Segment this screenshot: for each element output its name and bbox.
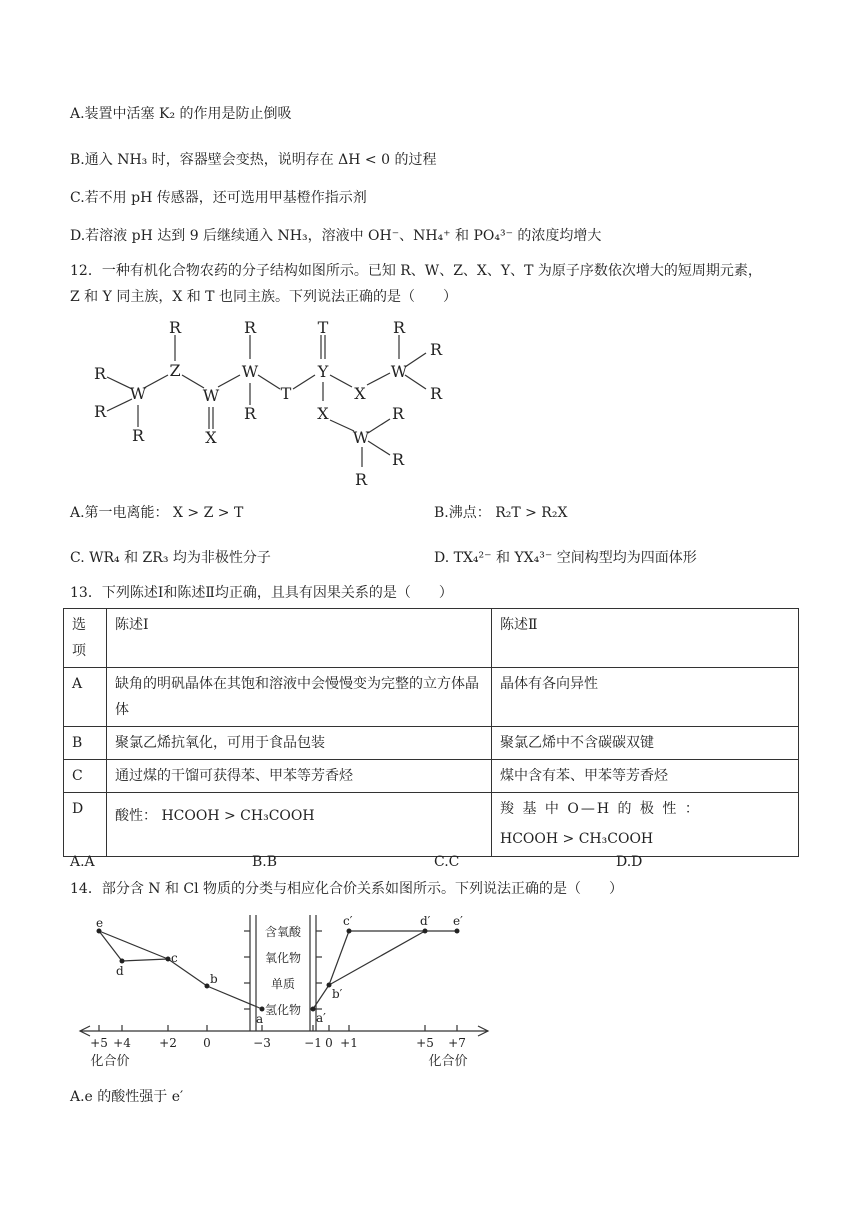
point-label: b′	[332, 987, 343, 1001]
point-label: a′	[316, 1011, 326, 1025]
row-option: D	[64, 793, 107, 857]
header-statement-1: 陈述Ⅰ	[107, 609, 492, 668]
svg-text:R: R	[392, 318, 406, 337]
svg-text:W: W	[241, 362, 259, 381]
q12-option-c: C. WR₄ 和 ZR₃ 均为非极性分子	[70, 550, 271, 566]
row-statement-2: 煤中含有苯、甲苯等芳香烃	[492, 760, 799, 793]
table-row	[64, 668, 799, 727]
svg-text:W: W	[202, 386, 220, 405]
svg-text:R: R	[429, 340, 443, 359]
q12-stem-line1: 12．一种有机化合物农药的分子结构如图所示。已知 R、W、Z、X、Y、T 为原子序数依次增大的短周期元素，	[70, 263, 762, 279]
q13-answer-b: B.B	[252, 854, 278, 870]
tick-label: −1	[304, 1036, 322, 1050]
row-statement-2: 晶体有各向异性	[492, 668, 799, 727]
tick-label: −3	[253, 1036, 271, 1050]
svg-text:R: R	[354, 470, 368, 489]
molecule-structure	[80, 315, 480, 490]
tick-label: +5	[90, 1036, 108, 1050]
svg-text:R: R	[131, 426, 145, 445]
header-statement-2: 陈述Ⅱ	[492, 609, 799, 668]
row-statement-2-line1: 羧 基 中 O—H 的 极 性 ：	[500, 801, 701, 817]
point-label: a	[256, 1012, 264, 1026]
svg-text:Z: Z	[169, 361, 181, 380]
point-label: d	[116, 964, 124, 978]
valence-diagram	[70, 905, 510, 1075]
table-header-row	[64, 609, 799, 668]
svg-text:X: X	[354, 384, 366, 403]
row-statement-2: 聚氯乙烯中不含碳碳双键	[492, 727, 799, 760]
q13-answer-d: D.D	[616, 854, 643, 870]
point-label: d′	[420, 914, 431, 928]
svg-text:X: X	[317, 404, 329, 423]
q12-option-b: B.沸点： R₂T > R₂X	[434, 505, 568, 521]
q11-option-a: A.装置中活塞 K₂ 的作用是防止倒吸	[70, 106, 292, 122]
svg-text:R: R	[93, 402, 107, 421]
svg-text:W: W	[352, 428, 370, 447]
category-label: 氧化物	[264, 951, 302, 965]
svg-text:X: X	[205, 428, 217, 447]
svg-text:R: R	[93, 364, 107, 383]
q12-option-a: A.第一电离能： X > Z > T	[70, 505, 244, 521]
tick-label: +2	[159, 1036, 177, 1050]
row-statement-1: 聚氯乙烯抗氧化，可用于食品包装	[107, 727, 492, 760]
svg-text:R: R	[243, 404, 257, 423]
table-row	[64, 793, 799, 857]
svg-text:R: R	[168, 318, 182, 337]
point-label: c′	[343, 914, 353, 928]
svg-text:R: R	[391, 450, 405, 469]
row-statement-1: 通过煤的干馏可获得苯、甲苯等芳香烃	[107, 760, 492, 793]
q13-answer-a: A.A	[70, 854, 95, 870]
svg-text:W: W	[129, 384, 147, 403]
q13-answer-c: C.C	[434, 854, 460, 870]
svg-text:Y: Y	[317, 362, 329, 381]
q12-stem-line2: Z 和 Y 同主族，X 和 T 也同主族。下列说法正确的是（ ）	[70, 289, 457, 305]
row-statement-1: 缺角的明矾晶体在其饱和溶液中会慢慢变为完整的立方体晶体	[107, 668, 492, 727]
tick-label: +4	[113, 1036, 131, 1050]
category-label: 单质	[270, 977, 296, 991]
svg-text:W: W	[390, 362, 408, 381]
q12-stem	[70, 258, 800, 310]
point-label: b	[210, 972, 218, 986]
svg-text:R: R	[391, 404, 405, 423]
row-option: C	[64, 760, 107, 793]
q14-option-a: A.e 的酸性强于 e′	[70, 1089, 184, 1105]
svg-text:T: T	[317, 318, 329, 337]
row-statement-2-line2: HCOOH > CH₃COOH	[500, 831, 654, 847]
svg-text:T: T	[280, 384, 292, 403]
svg-text:R: R	[243, 318, 257, 337]
row-option: B	[64, 727, 107, 760]
q14-stem: 14．部分含 N 和 Cl 物质的分类与相应化合价关系如图所示。下列说法正确的是（ ）	[70, 881, 624, 897]
category-label: 氢化物	[264, 1003, 302, 1017]
axis-label-right: 化合价	[428, 1054, 468, 1069]
q11-option-c: C.若不用 pH 传感器，还可选用甲基橙作指示剂	[70, 190, 367, 206]
q13-table	[63, 608, 799, 857]
row-option: A	[64, 668, 107, 727]
table-row	[64, 760, 799, 793]
tick-label: +7	[448, 1036, 466, 1050]
point-label: e	[96, 916, 104, 930]
q11-option-b: B.通入 NH₃ 时，容器壁会变热，说明存在 ΔH < 0 的过程	[70, 152, 437, 168]
category-label: 含氧酸	[264, 925, 302, 939]
point-label: e′	[453, 914, 463, 928]
svg-text:R: R	[429, 384, 443, 403]
table-row	[64, 727, 799, 760]
tick-label: 0	[325, 1036, 333, 1050]
axis-label-left: 化合价	[90, 1054, 130, 1069]
tick-label: +5	[416, 1036, 434, 1050]
point-label: c	[171, 951, 178, 965]
tick-label: +1	[340, 1036, 358, 1050]
header-option: 选 项	[64, 609, 107, 668]
tick-label: 0	[203, 1036, 211, 1050]
row-statement-1: 酸性： HCOOH > CH₃COOH	[107, 793, 492, 857]
q13-stem: 13．下列陈述Ⅰ和陈述Ⅱ均正确，且具有因果关系的是（ ）	[70, 585, 453, 601]
row-statement-2	[492, 793, 799, 857]
q12-option-d: D. TX₄²⁻ 和 YX₄³⁻ 空间构型均为四面体形	[434, 550, 697, 566]
q11-option-d: D.若溶液 pH 达到 9 后继续通入 NH₃，溶液中 OH⁻、NH₄⁺ 和 PO₄³⁻ 的浓度均增大	[70, 228, 602, 244]
